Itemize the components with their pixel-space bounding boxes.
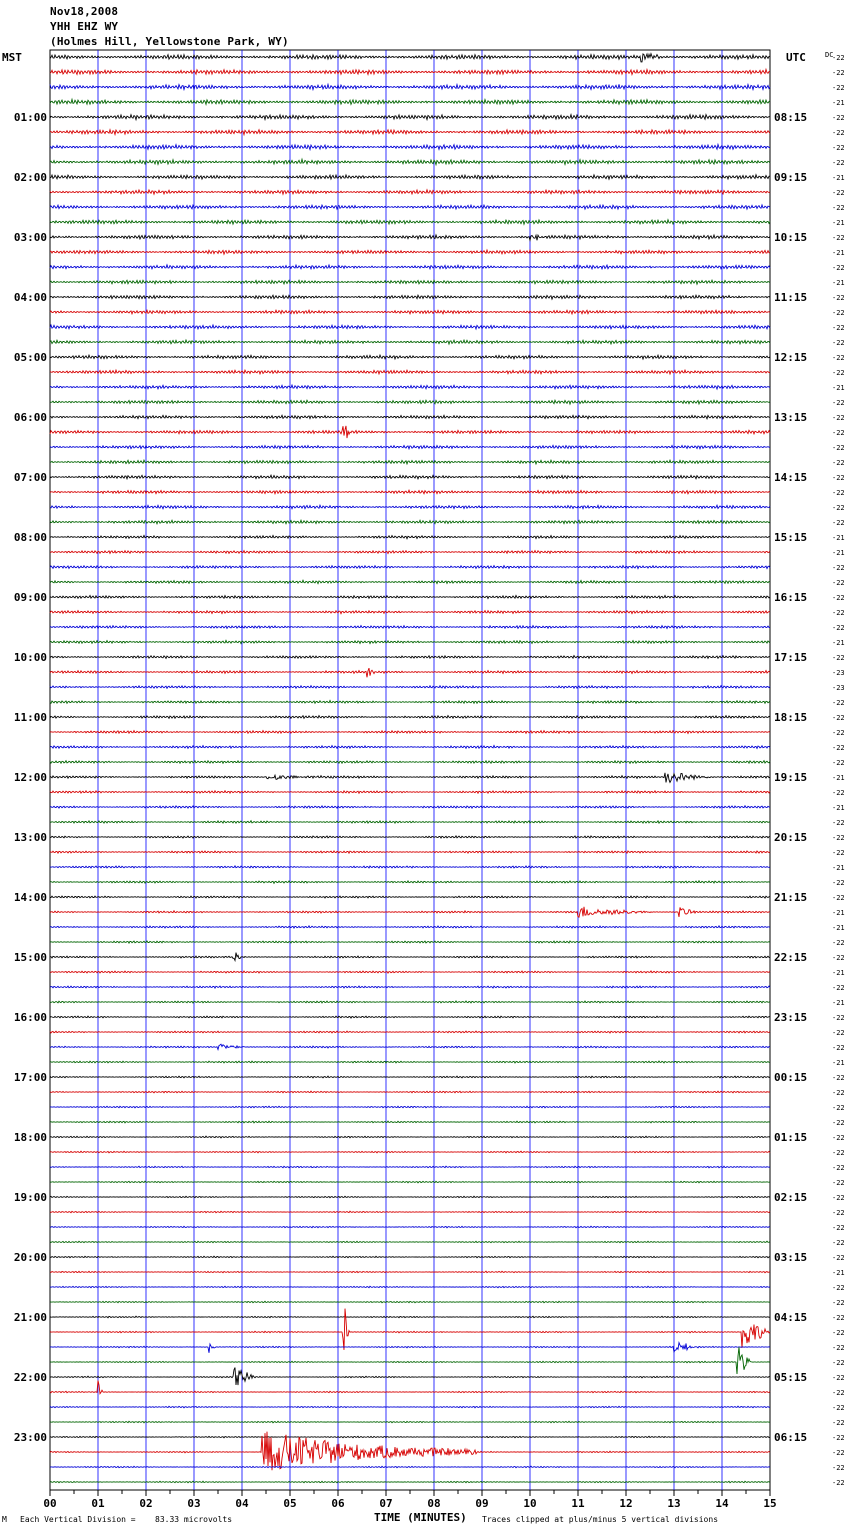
seismic-trace: [50, 175, 770, 179]
seismic-trace: [50, 190, 770, 194]
seismic-trace: [50, 866, 770, 868]
dc-offset-label: -22: [832, 429, 845, 437]
x-axis-title: TIME (MINUTES): [374, 1511, 467, 1524]
seismic-trace: [50, 235, 770, 240]
dc-offset-label: -22: [832, 264, 845, 272]
dc-offset-label: -21: [832, 249, 845, 257]
seismic-trace: [50, 325, 770, 329]
dc-offset-label: -22: [832, 1074, 845, 1082]
seismic-trace: [50, 761, 770, 764]
dc-offset-label: -22: [832, 564, 845, 572]
dc-offset-label: -22: [832, 1134, 845, 1142]
dc-offset-label: -22: [832, 1464, 845, 1472]
dc-offset-label: -22: [832, 324, 845, 332]
dc-offset-label: -22: [832, 309, 845, 317]
seismic-trace: [50, 1151, 770, 1153]
mst-hour-label: 06:00: [13, 411, 47, 424]
seismic-trace: [50, 1121, 770, 1123]
utc-hour-label: 16:15: [774, 591, 808, 604]
seismic-trace: [50, 1286, 770, 1287]
seismic-trace: [50, 265, 770, 269]
seismic-trace: [50, 836, 770, 838]
utc-hour-label: 03:15: [774, 1251, 808, 1264]
seismic-trace: [50, 1466, 770, 1468]
seismic-trace: [50, 385, 770, 389]
dc-offset-label: -22: [832, 234, 845, 242]
dc-offset-label: -23: [832, 684, 845, 692]
seismic-trace: [50, 1196, 770, 1198]
seismic-trace: [50, 536, 770, 539]
dc-offset-label: -21: [832, 639, 845, 647]
seismic-trace: [50, 520, 770, 524]
seismic-trace: [50, 656, 770, 659]
dc-offset-label: -21: [832, 219, 845, 227]
seismic-trace: [50, 69, 770, 74]
dc-offset-label: -21: [832, 174, 845, 182]
seismic-trace: [50, 400, 770, 404]
mst-hour-label: 01:00: [13, 111, 47, 124]
seismic-trace: [50, 54, 770, 62]
seismic-trace: [50, 1316, 770, 1318]
seismic-trace: [50, 686, 770, 689]
x-tick-label: 07: [379, 1497, 393, 1510]
x-tick-label: 12: [619, 1497, 633, 1510]
x-tick-label: 11: [571, 1497, 585, 1510]
dc-offset-label: -22: [832, 714, 845, 722]
utc-hour-label: 18:15: [774, 711, 808, 724]
x-tick-label: 15: [763, 1497, 777, 1510]
station-location: (Holmes Hill, Yellowstone Park, WY): [50, 35, 289, 48]
mst-hour-label: 13:00: [13, 831, 47, 844]
seismic-trace: [50, 490, 770, 494]
dc-offset-label: -22: [832, 1119, 845, 1127]
dc-offset-label: -22: [832, 954, 845, 962]
seismic-trace: [50, 84, 770, 89]
seismic-trace: [50, 611, 770, 614]
x-tick-label: 14: [715, 1497, 729, 1510]
seismic-trace: [50, 205, 770, 209]
seismic-trace: [50, 580, 770, 583]
dc-offset-label: -22: [832, 1149, 845, 1157]
utc-hour-label: 13:15: [774, 411, 808, 424]
dc-offset-label: -22: [832, 1239, 845, 1247]
seismic-trace: [50, 99, 770, 104]
seismic-trace: [50, 220, 770, 225]
seismic-trace: [50, 731, 770, 734]
utc-hour-label: 20:15: [774, 831, 808, 844]
mst-hour-label: 16:00: [13, 1011, 47, 1024]
utc-hour-label: 10:15: [774, 231, 808, 244]
dc-offset-label: -22: [832, 1344, 845, 1352]
dc-offset-label: -22: [832, 1209, 845, 1217]
seismic-trace: [50, 1347, 770, 1374]
dc-offset-label: -22: [832, 1179, 845, 1187]
seismic-trace: [50, 1301, 770, 1302]
x-tick-label: 06: [331, 1497, 345, 1510]
dc-offset-label: -22: [832, 1449, 845, 1457]
seismic-trace: [50, 626, 770, 629]
seismic-trace: [50, 668, 770, 677]
utc-hour-label: 08:15: [774, 111, 808, 124]
dc-offset-label: -22: [832, 339, 845, 347]
seismic-trace: [50, 1001, 770, 1003]
seismic-trace: [50, 1016, 770, 1018]
seismic-trace: [50, 1343, 770, 1353]
mst-hour-label: 10:00: [13, 651, 47, 664]
record-date: Nov18,2008: [50, 5, 119, 18]
x-tick-label: 08: [427, 1497, 441, 1510]
dc-offset-label: -22: [832, 624, 845, 632]
seismic-trace: [50, 1436, 770, 1438]
x-tick-label: 02: [139, 1497, 153, 1510]
dc-offset-label: -22: [832, 1044, 845, 1052]
utc-hour-label: 12:15: [774, 351, 808, 364]
seismic-trace: [50, 280, 770, 284]
utc-hour-label: 04:15: [774, 1311, 808, 1324]
dc-offset-label: -22: [832, 1434, 845, 1442]
dc-offset-label: -22: [832, 819, 845, 827]
seismic-trace: [50, 746, 770, 749]
dc-offset-label: -22: [832, 1299, 845, 1307]
utc-hour-label: 01:15: [774, 1131, 808, 1144]
utc-hour-label: 17:15: [774, 651, 808, 664]
seismic-trace: [50, 475, 770, 479]
seismic-trace: [50, 1406, 770, 1408]
x-tick-label: 01: [91, 1497, 105, 1510]
utc-hour-label: 02:15: [774, 1191, 808, 1204]
dc-offset-label: -22: [832, 744, 845, 752]
dc-offset-label: -21: [832, 774, 845, 782]
seismic-trace: [50, 926, 770, 928]
dc-offset-label: -22: [832, 1014, 845, 1022]
dc-offset-label: -22: [832, 594, 845, 602]
x-tick-label: 04: [235, 1497, 249, 1510]
seismic-trace: [50, 1166, 770, 1168]
left-timezone-label: MST: [2, 51, 22, 64]
x-tick-label: 05: [283, 1497, 297, 1510]
utc-hour-label: 15:15: [774, 531, 808, 544]
dc-offset-label: -22: [832, 1404, 845, 1412]
seismic-trace: [50, 596, 770, 599]
dc-offset-label: -22: [832, 159, 845, 167]
dc-offset-label: -22: [832, 84, 845, 92]
seismic-trace: [50, 310, 770, 314]
dc-offset-label: -22: [832, 609, 845, 617]
seismic-trace: [50, 426, 770, 438]
seismic-trace: [50, 1136, 770, 1138]
mst-hour-label: 09:00: [13, 591, 47, 604]
dc-offset-label: -22: [832, 879, 845, 887]
dc-offset-label: -21: [832, 804, 845, 812]
dc-offset-label: -21: [832, 384, 845, 392]
seismic-trace: [50, 130, 770, 135]
seismic-trace: [50, 941, 770, 943]
seismic-trace: [50, 953, 770, 961]
x-tick-label: 00: [43, 1497, 57, 1510]
seismic-trace: [50, 370, 770, 374]
seismic-trace: [50, 1031, 770, 1033]
seismic-trace: [50, 115, 770, 120]
dc-offset-label: -22: [832, 1104, 845, 1112]
dc-offset-label: -22: [832, 894, 845, 902]
dc-offset-label: -21: [832, 864, 845, 872]
mst-hour-label: 15:00: [13, 951, 47, 964]
dc-offset-label: -22: [832, 489, 845, 497]
utc-hour-label: 05:15: [774, 1371, 808, 1384]
dc-offset-label: -22: [832, 1284, 845, 1292]
dc-offset-label: -22: [832, 939, 845, 947]
station-code: YHH EHZ WY: [50, 20, 119, 33]
dc-offset-label: -22: [832, 204, 845, 212]
seismic-trace: [50, 701, 770, 704]
dc-offset-label: -22: [832, 729, 845, 737]
utc-hour-label: 00:15: [774, 1071, 808, 1084]
scale-value: 83.33 microvolts: [155, 1515, 233, 1524]
utc-hour-label: 11:15: [774, 291, 808, 304]
dc-offset-label: -22: [832, 444, 845, 452]
scale-mark: M: [2, 1515, 7, 1524]
dc-offset-label: -22: [832, 1419, 845, 1427]
mst-hour-label: 21:00: [13, 1311, 47, 1324]
dc-offset-label: -22: [832, 294, 845, 302]
dc-offset-label: -22: [832, 1329, 845, 1337]
dc-offset-label: -22: [832, 114, 845, 122]
dc-offset-label: -22: [832, 1479, 845, 1487]
dc-offset-label: -22: [832, 369, 845, 377]
mst-hour-label: 03:00: [13, 231, 47, 244]
seismic-trace: [50, 773, 770, 783]
utc-hour-label: 09:15: [774, 171, 808, 184]
mst-hour-label: 19:00: [13, 1191, 47, 1204]
dc-offset-label: -22: [832, 519, 845, 527]
seismic-trace: [50, 640, 770, 643]
seismic-trace: [50, 1368, 770, 1386]
dc-offset-label: -22: [832, 144, 845, 152]
dc-offset-label: -22: [832, 414, 845, 422]
seismic-trace: [50, 1241, 770, 1243]
dc-offset-label: -22: [832, 1359, 845, 1367]
mst-hour-label: 23:00: [13, 1431, 47, 1444]
seismic-trace: [50, 1381, 770, 1394]
seismic-trace: [50, 445, 770, 448]
utc-hour-label: 21:15: [774, 891, 808, 904]
dc-offset-label: -21: [832, 999, 845, 1007]
seismic-trace: [50, 1181, 770, 1183]
dc-offset-label: -22: [832, 759, 845, 767]
dc-offset-label: -22: [832, 1194, 845, 1202]
dc-offset-label: -22: [832, 459, 845, 467]
dc-offset-label: -22: [832, 504, 845, 512]
seismic-trace: [50, 145, 770, 150]
x-tick-label: 10: [523, 1497, 537, 1510]
dc-offset-label: -23: [832, 669, 845, 677]
seismic-trace: [50, 896, 770, 898]
seismic-trace: [50, 1044, 770, 1049]
dc-offset-label: -21: [832, 549, 845, 557]
seismic-trace: [50, 986, 770, 988]
seismic-trace: [50, 566, 770, 569]
seismic-trace: [50, 250, 770, 254]
seismic-trace: [50, 791, 770, 794]
seismic-trace: [50, 1076, 770, 1078]
dc-offset-label: -22: [832, 579, 845, 587]
seismic-trace: [50, 415, 770, 419]
dc-offset-label: -21: [832, 924, 845, 932]
seismic-trace: [50, 1226, 770, 1228]
x-tick-label: 03: [187, 1497, 201, 1510]
dc-offset-label: -22: [832, 834, 845, 842]
seismic-trace: [50, 159, 770, 164]
mst-hour-label: 05:00: [13, 351, 47, 364]
dc-offset-label: -22: [832, 1164, 845, 1172]
seismic-trace: [50, 821, 770, 823]
seismic-trace: [50, 1106, 770, 1108]
clip-note: Traces clipped at plus/minus 5 vertical divisions: [482, 1515, 719, 1524]
dc-offset-label: -22: [832, 474, 845, 482]
dc-offset-label: -21: [832, 1059, 845, 1067]
mst-hour-label: 12:00: [13, 771, 47, 784]
dc-offset-header: DC: [825, 51, 834, 59]
right-timezone-label: UTC: [786, 51, 806, 64]
dc-offset-label: -21: [832, 279, 845, 287]
dc-offset-label: -22: [832, 1389, 845, 1397]
dc-offset-label: -22: [832, 1314, 845, 1322]
mst-hour-label: 18:00: [13, 1131, 47, 1144]
dc-offset-label: -22: [832, 354, 845, 362]
seismic-trace: [50, 907, 770, 917]
dc-offset-label: -22: [832, 399, 845, 407]
dc-offset-label: -21: [832, 909, 845, 917]
seismic-trace: [50, 1256, 770, 1258]
mst-hour-label: 22:00: [13, 1371, 47, 1384]
mst-hour-label: 17:00: [13, 1071, 47, 1084]
seismic-trace: [50, 340, 770, 344]
dc-offset-label: -22: [832, 849, 845, 857]
utc-hour-label: 22:15: [774, 951, 808, 964]
seismic-trace: [50, 1271, 770, 1273]
dc-offset-label: -22: [832, 69, 845, 77]
seismic-trace: [50, 1481, 770, 1483]
mst-hour-label: 04:00: [13, 291, 47, 304]
dc-offset-label: -22: [832, 699, 845, 707]
dc-offset-label: -22: [832, 984, 845, 992]
seismic-trace: [50, 971, 770, 973]
seismic-trace: [50, 1211, 770, 1213]
dc-offset-label: -22: [832, 1029, 845, 1037]
utc-hour-label: 23:15: [774, 1011, 808, 1024]
dc-offset-label: -22: [832, 789, 845, 797]
utc-hour-label: 14:15: [774, 471, 808, 484]
dc-offset-label: -22: [832, 1224, 845, 1232]
dc-offset-label: -21: [832, 99, 845, 107]
seismic-trace: [50, 295, 770, 299]
seismic-trace: [50, 551, 770, 554]
seismic-trace: [50, 1091, 770, 1093]
dc-offset-label: -22: [832, 54, 845, 62]
dc-offset-label: -21: [832, 1269, 845, 1277]
seismic-trace: [50, 716, 770, 719]
mst-hour-label: 11:00: [13, 711, 47, 724]
x-tick-label: 13: [667, 1497, 681, 1510]
seismic-trace: [50, 881, 770, 884]
dc-offset-label: -21: [832, 969, 845, 977]
utc-hour-label: 06:15: [774, 1431, 808, 1444]
scale-note: Each Vertical Division =: [20, 1515, 136, 1524]
dc-offset-label: -22: [832, 654, 845, 662]
seismic-trace: [50, 460, 770, 464]
dc-offset-label: -22: [832, 129, 845, 137]
seismic-trace: [50, 806, 770, 808]
mst-hour-label: 02:00: [13, 171, 47, 184]
seismic-trace: [50, 505, 770, 509]
dc-offset-label: -21: [832, 534, 845, 542]
dc-offset-label: -22: [832, 1254, 845, 1262]
mst-hour-label: 20:00: [13, 1251, 47, 1264]
seismic-trace: [50, 1061, 770, 1063]
seismic-trace: [50, 1309, 770, 1350]
mst-hour-label: 07:00: [13, 471, 47, 484]
dc-offset-label: -22: [832, 1089, 845, 1097]
plot-frame: [50, 50, 770, 1490]
x-tick-label: 09: [475, 1497, 489, 1510]
seismic-trace: [50, 1421, 770, 1423]
mst-hour-label: 08:00: [13, 531, 47, 544]
utc-hour-label: 19:15: [774, 771, 808, 784]
dc-offset-label: -22: [832, 189, 845, 197]
seismic-trace: [50, 851, 770, 853]
seismic-trace: [50, 355, 770, 359]
dc-offset-label: -22: [832, 1374, 845, 1382]
mst-hour-label: 14:00: [13, 891, 47, 904]
